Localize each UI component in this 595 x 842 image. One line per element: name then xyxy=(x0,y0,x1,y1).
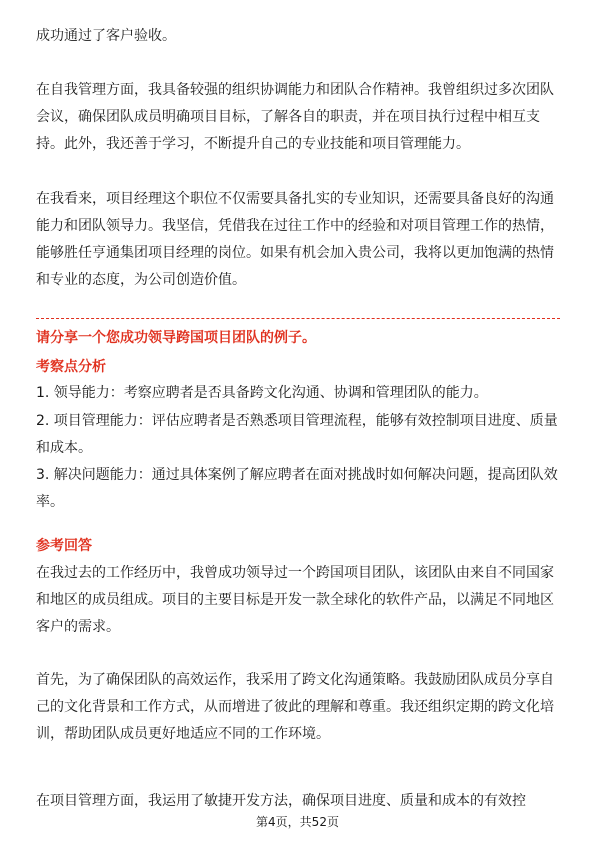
answer-heading: 参考回答 xyxy=(36,538,92,554)
answer-paragraph: 首先，为了确保团队的高效运作，我采用了跨文化沟通策略。我鼓励团队成员分享自己的文化背景和工作方式，从而增进了彼此的理解和尊重。我还组织定期的跨文化培训，帮助团队成员更好地适应不同的工作环境。 xyxy=(36,672,554,742)
page-footer: 第4页，共52页 xyxy=(256,815,339,829)
analysis-item: 2. 项目管理能力：评估应聘者是否熟悉项目管理流程，能够有效控制项目进度、质量和成本。 xyxy=(36,413,558,456)
analysis-heading: 考察点分析 xyxy=(36,359,106,375)
answer-paragraph: 在项目管理方面，我运用了敏捷开发方法，确保项目进度、质量和成本的有效控 xyxy=(36,793,526,809)
paragraph: 在我看来，项目经理这个职位不仅需要具备扎实的专业知识，还需要具备良好的沟通能力和团队领导力。我坚信，凭借我在过往工作中的经验和对项目管理工作的热情，能够胜任亨通集团项目经理的岗位。如果有机会加入贵公司，我将以更加饱满的热情和专业的态度，为公司创造价值。 xyxy=(36,191,554,288)
question-heading: 请分享一个您成功领导跨国项目团队的例子。 xyxy=(36,330,316,346)
paragraph: 在自我管理方面，我具备较强的组织协调能力和团队合作精神。我曾组织过多次团队会议，确保团队成员明确项目目标，了解各自的职责，并在项目执行过程中相互支持。此外，我还善于学习，不断提升自己的专业技能和项目管理能力。 xyxy=(36,82,554,152)
answer-paragraph: 在我过去的工作经历中，我曾成功领导过一个跨国项目团队，该团队由来自不同国家和地区的成员组成。项目的主要目标是开发一款全球化的软件产品，以满足不同地区客户的需求。 xyxy=(36,565,554,635)
analysis-item: 1. 领导能力：考察应聘者是否具备跨文化沟通、协调和管理团队的能力。 xyxy=(36,385,488,401)
section-divider xyxy=(36,318,560,319)
analysis-item: 3. 解决问题能力：通过具体案例了解应聘者在面对挑战时如何解决问题，提高团队效率。 xyxy=(36,467,558,510)
paragraph: 成功通过了客户验收。 xyxy=(36,28,176,44)
